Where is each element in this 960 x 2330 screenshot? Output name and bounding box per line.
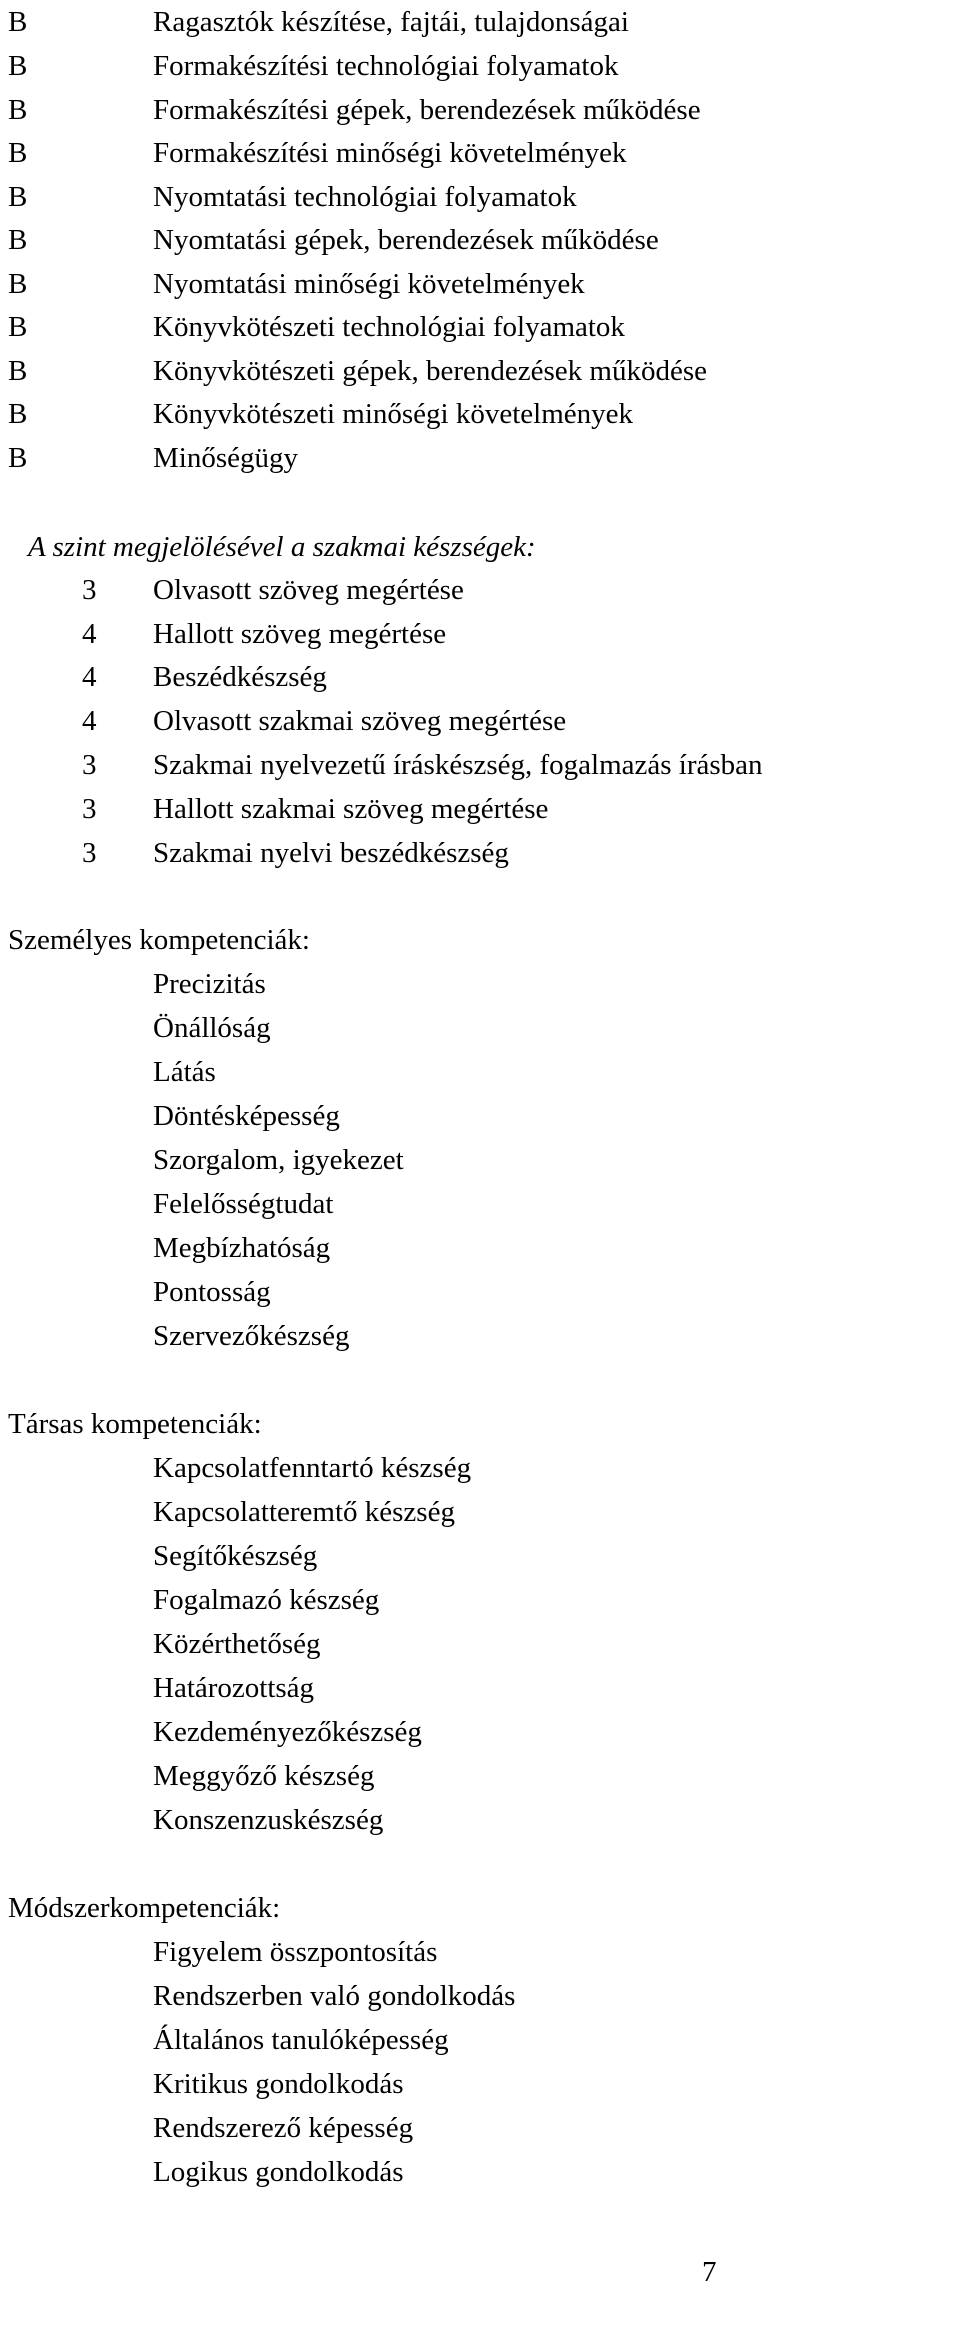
task-text: Nyomtatási minőségi követelmények [153,268,585,300]
task-code: B [8,181,28,213]
method-item: Általános tanulóképesség [153,2024,449,2056]
social-heading: Társas kompetenciák: [8,1408,262,1440]
skill-level: 4 [82,705,97,737]
social-item: Kezdeményezőkészség [153,1716,422,1748]
task-code: B [8,6,28,38]
task-code: B [8,398,28,430]
task-text: Minőségügy [153,442,298,474]
task-text: Könyvkötészeti technológiai folyamatok [153,311,625,343]
task-text: Könyvkötészeti minőségi követelmények [153,398,634,430]
skills-heading: A szint megjelölésével a szakmai készségek: [28,531,536,563]
skill-text: Olvasott szöveg megértése [153,574,464,606]
personal-item: Önállóság [153,1012,271,1044]
personal-item: Precizitás [153,968,266,1000]
personal-item: Döntésképesség [153,1100,340,1132]
task-code: B [8,224,28,256]
task-text: Könyvkötészeti gépek, berendezések működése [153,355,708,387]
task-code: B [8,311,28,343]
task-text: Ragasztók készítése, fajtái, tulajdonságai [153,6,629,38]
social-item: Közérthetőség [153,1628,321,1660]
task-text: Formakészítési gépek, berendezések működése [153,94,701,126]
method-item: Rendszerező képesség [153,2112,414,2144]
task-code: B [8,355,28,387]
skill-level: 3 [82,574,97,606]
personal-heading: Személyes kompetenciák: [8,924,310,956]
personal-item: Szorgalom, igyekezet [153,1144,404,1176]
social-item: Konszenzuskészség [153,1804,384,1836]
skill-text: Szakmai nyelvi beszédkészség [153,837,509,869]
task-text: Nyomtatási technológiai folyamatok [153,181,577,213]
task-code: B [8,268,28,300]
skill-level: 3 [82,793,97,825]
task-code: B [8,442,28,474]
task-text: Formakészítési technológiai folyamatok [153,50,619,82]
task-code: B [8,137,28,169]
skill-text: Olvasott szakmai szöveg megértése [153,705,567,737]
task-text: Nyomtatási gépek, berendezések működése [153,224,659,256]
task-code: B [8,94,28,126]
method-item: Logikus gondolkodás [153,2156,404,2188]
personal-item: Pontosság [153,1276,271,1308]
page-number: 7 [702,2256,717,2288]
social-item: Meggyőző készség [153,1760,375,1792]
method-item: Rendszerben való gondolkodás [153,1980,516,2012]
method-item: Kritikus gondolkodás [153,2068,404,2100]
task-text: Formakészítési minőségi követelmények [153,137,627,169]
method-item: Figyelem összpontosítás [153,1936,438,1968]
skill-level: 4 [82,618,97,650]
skill-text: Hallott szöveg megértése [153,618,447,650]
personal-item: Szervezőkészség [153,1320,350,1352]
skill-level: 4 [82,661,97,693]
social-item: Határozottság [153,1672,315,1704]
social-item: Fogalmazó készség [153,1584,380,1616]
method-heading: Módszerkompetenciák: [8,1892,281,1924]
personal-item: Felelősségtudat [153,1188,334,1220]
social-item: Segítőkészség [153,1540,318,1572]
skill-text: Hallott szakmai szöveg megértése [153,793,549,825]
personal-item: Megbízhatóság [153,1232,331,1264]
skill-text: Szakmai nyelvezetű íráskészség, fogalmazás írásban [153,749,763,781]
social-item: Kapcsolatteremtő készség [153,1496,455,1528]
social-item: Kapcsolatfenntartó készség [153,1452,472,1484]
skill-level: 3 [82,749,97,781]
task-code: B [8,50,28,82]
skill-level: 3 [82,837,97,869]
personal-item: Látás [153,1056,216,1088]
skill-text: Beszédkészség [153,661,327,693]
